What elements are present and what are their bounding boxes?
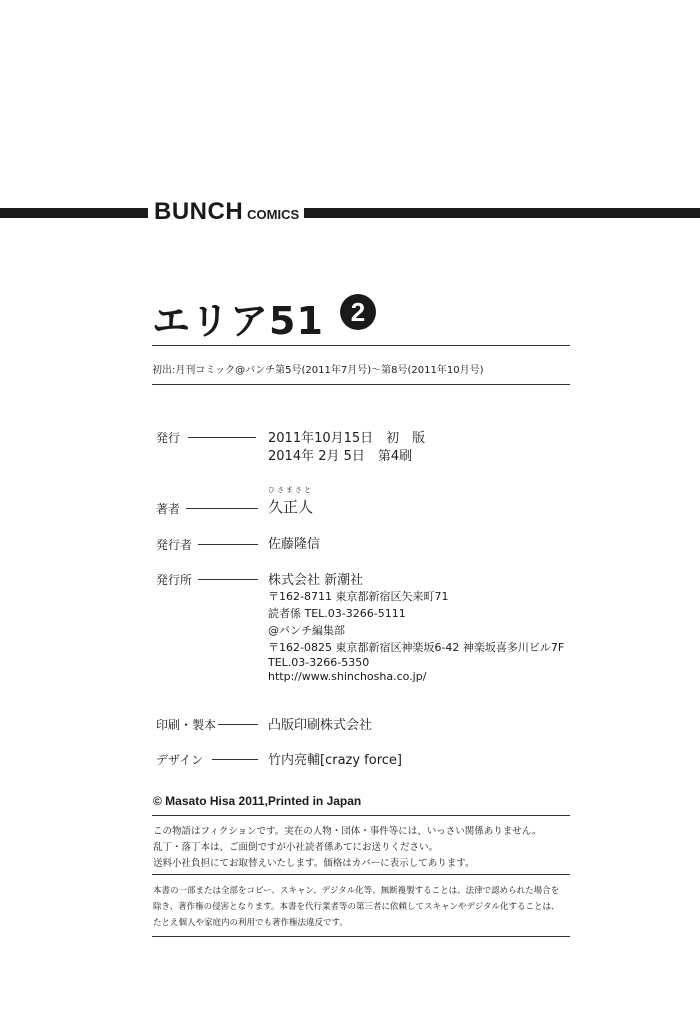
brand-logo [154, 198, 299, 226]
design-credit: 竹内亮輔[crazy force] [268, 753, 402, 768]
design-dash [212, 759, 258, 760]
publishing-house-name: 株式会社 新潮社 [268, 573, 364, 588]
editorial-tel-line: TEL.03-3266-5350 [268, 656, 370, 669]
publishing-house-label: 発行所 [156, 573, 193, 587]
printing-dash [218, 724, 258, 725]
author-label: 著者 [156, 502, 181, 516]
design-label: デザイン [156, 753, 204, 767]
author-name: 久正人 [268, 498, 314, 516]
fourth-printing-date: 2014年 2月 5日 第4刷 [268, 449, 413, 464]
publisher-url: http://www.shinchosha.co.jp/ [268, 670, 427, 683]
printing-label: 印刷・製本 [156, 718, 217, 732]
editorial-address-line: 〒162-0825 東京都新宿区神楽坂6-42 神楽坂喜多川ビル7F [268, 641, 565, 654]
shipping-notice: 送料小社負担にてお取替えいたします。価格はカバーに表示してあります。 [153, 858, 475, 869]
notice-rule [152, 874, 570, 875]
legal-line-1: 本書の一部または全部をコピー、スキャン、デジタル化等、無断複製することは、法律で認められた場合を [153, 886, 560, 896]
author-dash [186, 508, 258, 509]
brand-name: BUNCH [154, 198, 244, 225]
editorial-dept-line: @バンチ編集部 [268, 624, 345, 637]
serialization-rule [152, 384, 570, 385]
brand-bar-left [0, 208, 148, 218]
fiction-notice: この物語はフィクションです。実在の人物・団体・事件等には、いっさい関係ありません。 [153, 826, 542, 837]
publication-label: 発行 [156, 431, 181, 445]
first-edition-date: 2011年10月15日 初 版 [268, 431, 426, 446]
brand-suffix: COMICS [247, 207, 300, 222]
publisher-person-dash [198, 544, 258, 545]
legal-line-2: 除き、著作権の侵害となります。本書を代行業者等の第三者に依頼してスキャンやデジタル化することは、 [153, 902, 560, 912]
reader-desk-line: 読者係 TEL.03-3266-5111 [268, 607, 406, 620]
book-title: エリア51 [152, 299, 324, 343]
title-rule [152, 345, 570, 346]
author-ruby: ひさまさと [268, 486, 313, 494]
publication-dash [188, 437, 256, 438]
legal-rule [152, 936, 570, 937]
publisher-address-line: 〒162-8711 東京都新宿区矢来町71 [268, 590, 449, 603]
publisher-person-name: 佐藤隆信 [268, 537, 321, 552]
volume-badge: 2 [340, 294, 376, 330]
copyright-line: © Masato Hisa 2011,Printed in Japan [153, 794, 362, 808]
copyright-rule [152, 815, 570, 816]
printing-company: 凸版印刷株式会社 [268, 718, 373, 733]
brand-bar-right [304, 208, 700, 218]
publishing-house-dash [198, 579, 258, 580]
defect-notice: 乱丁・落丁本は、ご面倒ですが小社読者係あてにお送りください。 [153, 842, 439, 853]
legal-line-3: たとえ個人や家庭内の利用でも著作権法違反です。 [153, 918, 348, 928]
publisher-person-label: 発行者 [156, 538, 193, 552]
serialization-note: 初出:月刊コミック@バンチ第5号(2011年7月号)～第8号(2011年10月号) [152, 365, 484, 376]
